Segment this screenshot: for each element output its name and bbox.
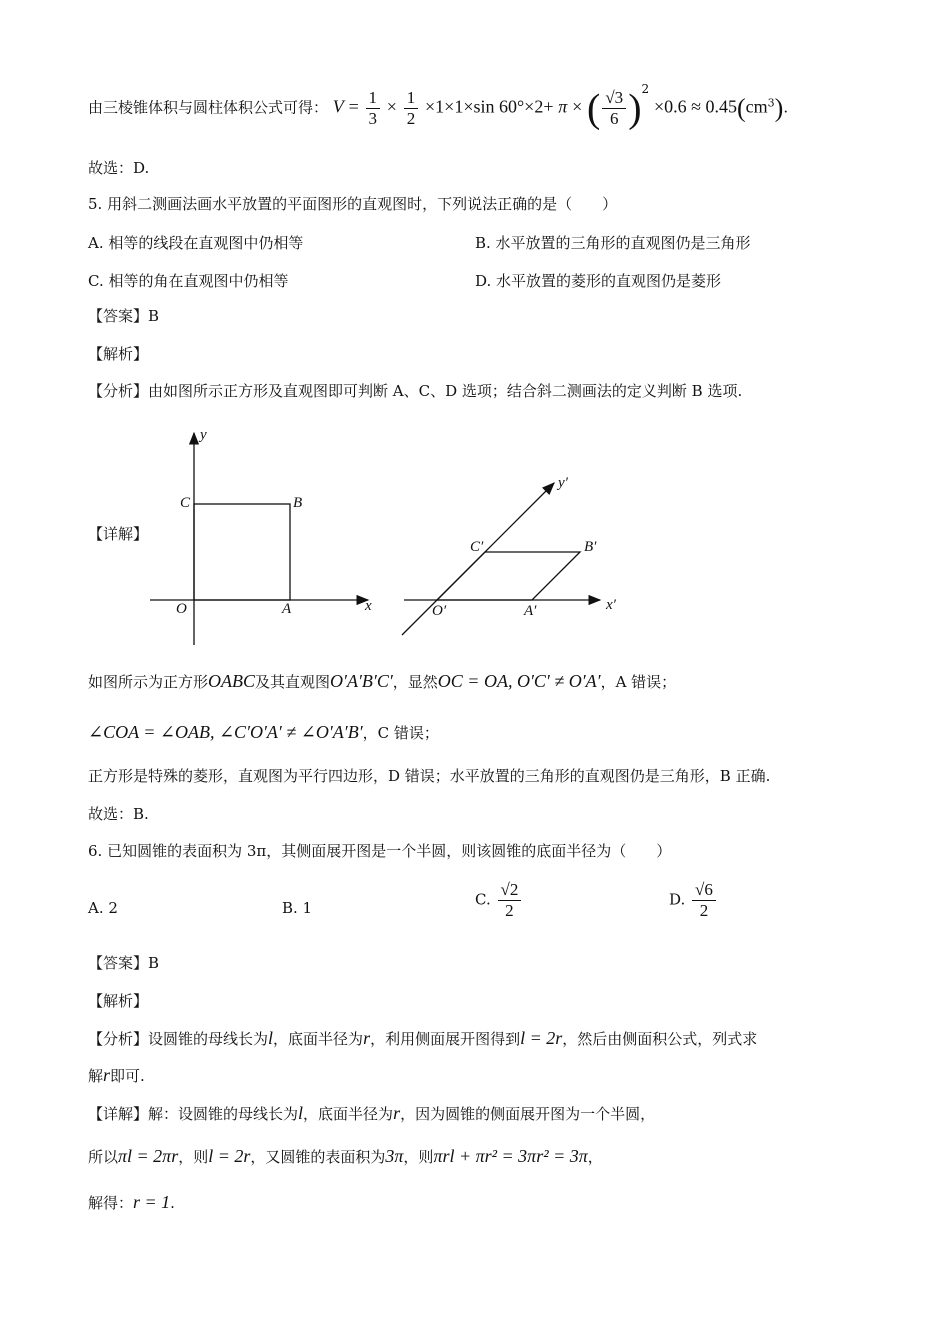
q6-option-a: A. 2 bbox=[88, 899, 118, 917]
math-l: l bbox=[298, 1103, 304, 1123]
label-o: O bbox=[176, 601, 187, 617]
math-r: r bbox=[363, 1028, 371, 1048]
answer-tag: 【答案】 bbox=[88, 307, 149, 325]
text-segment: ，C 错误； bbox=[362, 724, 439, 742]
label-y: y bbox=[200, 427, 207, 443]
pi-symbol: π bbox=[558, 96, 568, 117]
label-c: C bbox=[180, 495, 191, 511]
q5-jiexi: 【解析】 bbox=[88, 345, 149, 363]
fenxi-tag: 【分析】 bbox=[88, 382, 149, 400]
square-and-oblique-figure bbox=[140, 425, 640, 655]
q6-solution bbox=[88, 1192, 175, 1213]
q5-xiangjie-tag: 【详解】 bbox=[88, 525, 149, 543]
math-oabc-prime: O′A′B′C′ bbox=[330, 671, 393, 691]
text-segment: 解得： bbox=[88, 1194, 134, 1212]
text-segment: 所以 bbox=[88, 1148, 119, 1166]
text-segment: ，底面半径为 bbox=[273, 1030, 364, 1048]
label-x-prime: x′ bbox=[606, 597, 616, 613]
text-segment: 即可. bbox=[110, 1067, 145, 1085]
text-segment: ， bbox=[587, 1148, 603, 1166]
text-segment: ，然后由侧面积公式，列式求 bbox=[562, 1030, 758, 1048]
math-pil-eq: πl = 2πr bbox=[118, 1146, 179, 1166]
volume-formula-line: 由三棱锥体积与圆柱体积公式可得： V = $\frac{1}{3}$ × $\frac{1}{2}$ ×1×1×sin 60°×2+ π × ( $\frac{√3}{6}$ )$^2 \times 0.6 \approx 0.45(cm^3)$. bbox=[88, 81, 789, 131]
fraction-sqrt2-over-2: $\frac{√2}{2}$ bbox=[498, 880, 522, 921]
parallelogram-oabc-prime bbox=[437, 552, 580, 600]
conclusion-d: 故选：D. bbox=[88, 159, 150, 177]
fraction-sqrt3-over-6: $\frac{√3}{6}$ bbox=[602, 88, 626, 129]
math-l-eq: l = 2r bbox=[520, 1028, 563, 1048]
q5-option-b: B. 水平放置的三角形的直观图仍是三角形 bbox=[475, 234, 751, 252]
math-length-relation: OC = OA, O′C′ ≠ O′A′ bbox=[437, 671, 601, 691]
text-segment: ，底面半径为 bbox=[303, 1105, 394, 1123]
unit-exponent: 3 bbox=[767, 96, 775, 110]
q5-option-c: C. 相等的角在直观图中仍相等 bbox=[88, 272, 289, 290]
unit-cm: cm bbox=[745, 96, 768, 117]
math-3pi: 3π bbox=[385, 1146, 404, 1166]
q5-answer bbox=[88, 306, 159, 326]
math-oabc: OABC bbox=[208, 671, 256, 691]
answer-tag: 【答案】 bbox=[88, 954, 149, 972]
math-l-eq: l = 2r bbox=[208, 1146, 251, 1166]
q6-answer bbox=[88, 953, 159, 973]
q6-option-d bbox=[669, 880, 718, 921]
q5-stem: 5. 用斜二测画法画水平放置的平面图形的直观图时，下列说法正确的是（ ） bbox=[88, 195, 618, 213]
q6-fenxi-line-2 bbox=[88, 1065, 145, 1086]
option-label: D. bbox=[669, 890, 686, 909]
math-angle-relation: ∠COA = ∠OAB, ∠C′O′A′ ≠ ∠O′A′B′ bbox=[88, 722, 363, 742]
q5-conclusion: 故选：B. bbox=[88, 805, 149, 823]
answer-value: B bbox=[148, 307, 160, 325]
text-segment: 解 bbox=[88, 1067, 104, 1085]
fenxi-tag: 【分析】 bbox=[88, 1030, 149, 1048]
math-l: l bbox=[268, 1028, 274, 1048]
text-segment: 及其直观图 bbox=[255, 673, 331, 691]
times-sign: × bbox=[386, 96, 397, 117]
text-segment: ，因为圆锥的侧面展开图为一个半圆， bbox=[400, 1105, 656, 1123]
fraction-one-half: $\frac{1}{2}$ bbox=[404, 88, 419, 129]
times-sign-2: × bbox=[572, 96, 583, 117]
q6-jiexi: 【解析】 bbox=[88, 992, 149, 1010]
option-label: C. bbox=[475, 890, 491, 909]
label-b-prime: B′ bbox=[584, 539, 597, 555]
volume-symbol: V bbox=[332, 96, 344, 117]
q5-detail-line-1 bbox=[88, 671, 676, 692]
label-c-prime: C′ bbox=[470, 539, 484, 555]
text-segment: 如图所示为正方形 bbox=[88, 673, 209, 691]
fraction-one-third: $\frac{1}{3}$ bbox=[366, 88, 381, 129]
math-r: r bbox=[103, 1065, 111, 1085]
text-segment: ，A 错误； bbox=[600, 673, 677, 691]
q5-option-a: A. 相等的线段在直观图中仍相等 bbox=[88, 234, 304, 252]
math-surface-area-eq: πrl + πr² = 3πr² = 3π bbox=[433, 1146, 588, 1166]
q5-option-d: D. 水平放置的菱形的直观图仍是菱形 bbox=[475, 272, 722, 290]
square-exponent: 2 bbox=[641, 81, 650, 96]
xiangjie-tag: 【详解】 bbox=[88, 1105, 149, 1123]
text-segment: ，则 bbox=[403, 1148, 434, 1166]
q6-option-b: B. 1 bbox=[282, 899, 313, 917]
q5-detail-line-3: 正方形是特殊的菱形，直观图为平行四边形，D 错误；水平放置的三角形的直观图仍是三角形，B 正确. bbox=[88, 767, 771, 785]
text-segment: ，则 bbox=[178, 1148, 209, 1166]
text-segment: ，又圆锥的表面积为 bbox=[250, 1148, 386, 1166]
square-oabc bbox=[194, 504, 290, 600]
eq-sign: = bbox=[348, 96, 359, 117]
label-o-prime: O′ bbox=[432, 603, 447, 619]
q6-detail-line-1 bbox=[88, 1103, 655, 1124]
answer-value: B bbox=[148, 954, 160, 972]
label-y-prime: y′ bbox=[558, 475, 568, 491]
text-segment: . bbox=[170, 1194, 175, 1212]
q6-option-c bbox=[475, 880, 523, 921]
volume-prefix: 由三棱锥体积与圆柱体积公式可得： bbox=[88, 98, 329, 117]
q6-detail-line-2 bbox=[88, 1146, 603, 1167]
fraction-sqrt6-over-2: $\frac{√6}{2}$ bbox=[692, 880, 716, 921]
text-segment: ，利用侧面展开图得到 bbox=[370, 1030, 521, 1048]
label-b: B bbox=[293, 495, 303, 511]
formula-tail: ×0.6 ≈ 0.45 bbox=[653, 96, 737, 117]
label-a: A bbox=[282, 601, 292, 617]
q5-fenxi bbox=[88, 381, 742, 401]
fenxi-text: 由如图所示正方形及直观图即可判断 A、C、D 选项；结合斜二测画法的定义判断 B 选项. bbox=[148, 382, 743, 400]
label-a-prime: A′ bbox=[524, 603, 537, 619]
text-segment: 设圆锥的母线长为 bbox=[148, 1030, 269, 1048]
text-segment: 解：设圆锥的母线长为 bbox=[148, 1105, 299, 1123]
q6-fenxi-line-1 bbox=[88, 1028, 757, 1049]
q5-detail-line-2 bbox=[88, 722, 439, 743]
math-r-eq-1: r = 1 bbox=[133, 1192, 171, 1212]
text-segment: ，显然 bbox=[392, 673, 438, 691]
math-r: r bbox=[393, 1103, 401, 1123]
formula-mid: ×1×1×sin 60°×2+ bbox=[425, 96, 554, 117]
label-x: x bbox=[365, 598, 372, 614]
formula-end: . bbox=[783, 98, 789, 117]
q6-stem: 6. 已知圆锥的表面积为 3π，其侧面展开图是一个半圆，则该圆锥的底面半径为（ ） bbox=[88, 842, 672, 860]
